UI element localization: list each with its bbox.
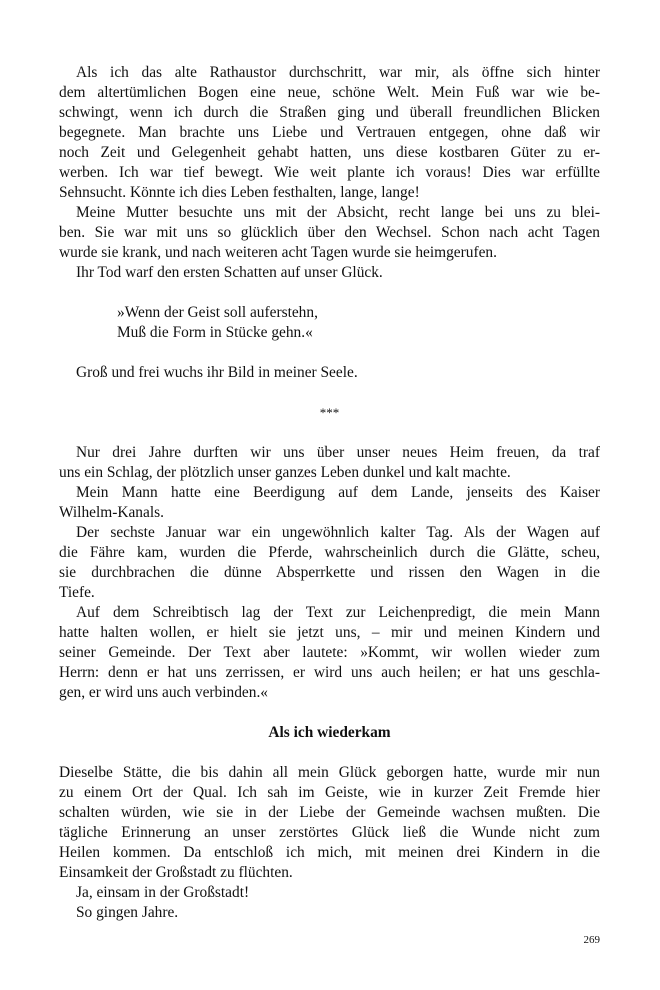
text-line: Meine Mutter besuchte uns mit der Absicht, recht lange bei uns zu blei- [76, 204, 600, 221]
spacer [59, 423, 600, 443]
text-line: Einsamkeit der Großstadt zu flüchten. [59, 864, 293, 881]
text-line: Tiefe. [59, 584, 95, 601]
text-line: ben. Sie war mit uns so glücklich über den Wechsel. Schon nach acht Tagen [59, 224, 600, 241]
text-line: Sehnsucht. Könnte ich dies Leben festhalten, lange, lange! [59, 184, 420, 201]
text-line: Heilen kommen. Da entschloß ich mich, mit meinen drei Kindern in die [59, 844, 600, 861]
paragraph-rathaustor [59, 63, 600, 203]
verse-line: »Wenn der Geist soll auferstehn, [117, 304, 318, 321]
text-line: Als ich das alte Rathaustor durchschritt, war mir, als öffne sich hinter [76, 64, 600, 81]
text-line: dem altertümlichen Bogen eine neue, schöne Welt. Mein Fuß war wie be- [59, 84, 600, 101]
text-line: Ihr Tod warf den ersten Schatten auf unser Glück. [76, 264, 383, 281]
text-line: Auf dem Schreibtisch lag der Text zur Leichenpredigt, die mein Mann [76, 604, 600, 621]
text-line: schalten würden, wie sie in der Liebe der Gemeinde wachsen mußten. Die [59, 804, 600, 821]
text-line: die Fähre kam, wurden die Pferde, wahrscheinlich durch die Glätte, scheu, [59, 544, 600, 561]
verse-line: Muß die Form in Stücke gehn.« [117, 324, 313, 341]
paragraph-jahre: So gingen Jahre. [76, 904, 179, 921]
verse-quote [59, 303, 600, 343]
spacer [59, 743, 600, 763]
page-number: 269 [583, 934, 600, 946]
paragraph-tod [59, 263, 600, 283]
text-line: begegnete. Man brachte uns Liebe und Vertrauen entgegen, ohne daß wir [59, 124, 600, 141]
text-line: Nur drei Jahre durften wir uns über unser neues Heim freuen, da traf [76, 444, 600, 461]
section-heading: Als ich wiederkam [268, 724, 391, 741]
text-line: hatte halten wollen, er hielt sie jetzt uns, – mir und meinen Kindern und [59, 624, 600, 641]
paragraph-einsam: Ja, einsam in der Großstadt! [76, 884, 250, 901]
spacer [59, 283, 600, 303]
text-line: uns ein Schlag, der plötzlich unser ganzes Leben dunkel und kalt machte. [59, 464, 511, 481]
spacer [59, 703, 600, 723]
text-line: Herrn: denn er hat uns zerrissen, er wird uns auch heilen; er hat uns geschla- [59, 664, 600, 681]
text-line: Mein Mann hatte eine Beerdigung auf dem Lande, jenseits des Kaiser [76, 484, 600, 501]
text-line: sie durchbrachen die dünne Absperrkette und rissen den Wagen in die [59, 564, 600, 581]
text-line: Der sechste Januar war ein ungewöhnlich kalter Tag. Als der Wagen auf [76, 524, 600, 541]
section-separator: *** [319, 405, 340, 420]
paragraph-heim [59, 443, 600, 483]
paragraph-januar [59, 523, 600, 603]
paragraph-schreibtisch [59, 603, 600, 703]
text-line: gen, er wird uns auch verbinden.« [59, 684, 268, 701]
text-line: schwingt, wenn ich durch die Straßen ging und überall freundlichen Blicken [59, 104, 600, 121]
text-line: seiner Gemeinde. Der Text aber lautete: »Kommt, wir wollen wieder zum [59, 644, 600, 661]
paragraph-beerdigung [59, 483, 600, 523]
spacer [59, 383, 600, 403]
body-text [59, 63, 600, 923]
spacer [59, 343, 600, 363]
paragraph-bild: Groß und frei wuchs ihr Bild in meiner Seele. [76, 364, 358, 381]
text-line: noch Zeit und Gelegenheit gehabt hatten, uns diese kostbaren Güter zu er- [59, 144, 600, 161]
text-line: tägliche Erinnerung an unser zerstörtes Glück ließ die Wunde nicht zum [59, 824, 600, 841]
text-line: zu einem Ort der Qual. Ich sah im Geiste, wie in kurzer Zeit Fremde hier [59, 784, 600, 801]
paragraph-staette [59, 763, 600, 883]
text-line: Wilhelm-Kanals. [59, 504, 164, 521]
text-line: werben. Ich war tief bewegt. Wie weit plante ich voraus! Dies war erfüllte [59, 164, 600, 181]
text-line: Dieselbe Stätte, die bis dahin all mein Glück geborgen hatte, wurde mir nun [59, 764, 600, 781]
paragraph-mutter [59, 203, 600, 263]
text-line: wurde sie krank, und nach weiteren acht Tagen wurde sie heimgerufen. [59, 244, 497, 261]
